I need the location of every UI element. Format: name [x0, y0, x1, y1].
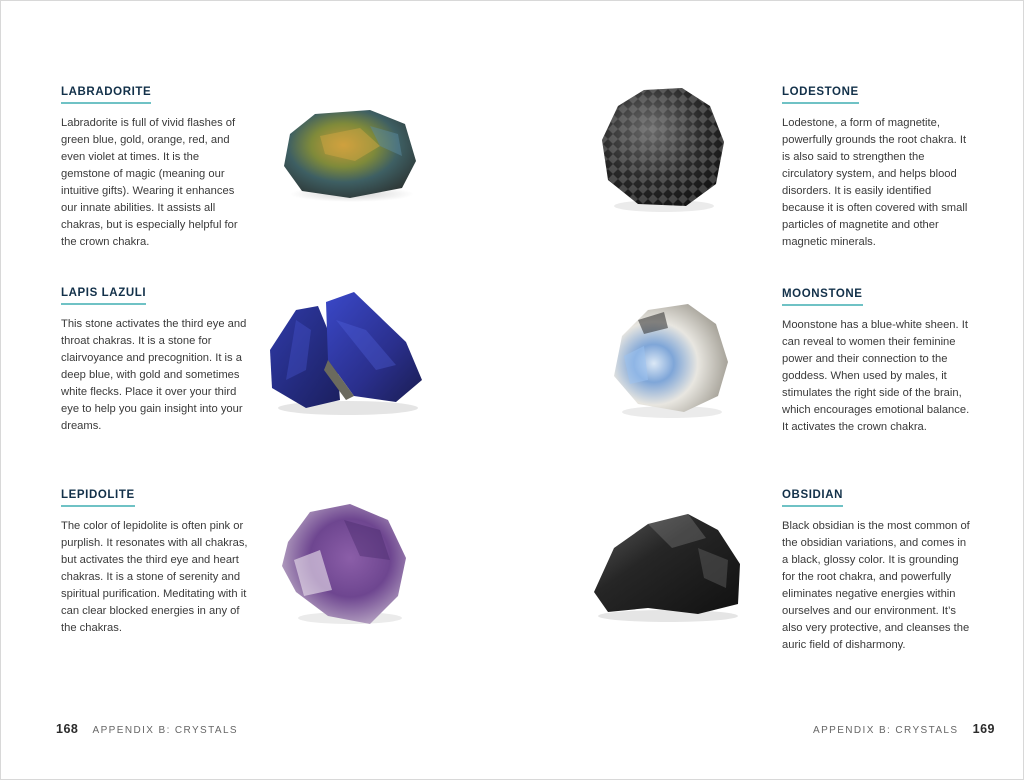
page-number: 169 [972, 722, 995, 736]
entry-text: The color of lepidolite is often pink or purplish. It resonates with all chakras, but activates the third eye and heart chakras. It is a stone of serenity and spiritual purification. Meditating with it can clear blocked energies in any of the chakras. [61, 520, 248, 634]
entry-lepidolite [61, 485, 251, 637]
entry-lodestone [782, 82, 972, 251]
lepidolite-stone-photo [280, 500, 412, 630]
left-page-footer [56, 722, 238, 736]
entry-text: Lodestone, a form of magnetite, powerfully grounds the root chakra. It is also said to strengthen the circulatory system, and helps blood disorders. It is easily identified because it is often covered with small particles of magnetite and other magnetic minerals. [782, 117, 968, 248]
entry-title: LODESTONE [782, 86, 859, 104]
entry-title: LEPIDOLITE [61, 489, 135, 507]
entry-title: LAPIS LAZULI [61, 287, 146, 305]
labradorite-stone-photo [280, 106, 420, 206]
page-number: 168 [56, 722, 79, 736]
entry-obsidian [782, 485, 972, 654]
entry-text: This stone activates the third eye and throat chakras. It is a stone for clairvoyance and precognition. It is a deep blue, with gold and sometimes white flecks. Place it over your third eye to help you gain insight into your dreams. [61, 318, 247, 432]
entry-title: OBSIDIAN [782, 489, 843, 507]
obsidian-stone-photo [588, 508, 748, 624]
entry-lapis-lazuli [61, 283, 251, 435]
entry-text: Moonstone has a blue-white sheen. It can reveal to women their feminine power and their connection to the goddess. When used by males, it stimulates the right side of the brain, which encourages emotional balance. It activates the crown chakra. [782, 319, 970, 433]
entry-text: Black obsidian is the most common of the obsidian variations, and comes in a black, glossy color. It is grounding for the root chakra, and powerfully eliminates negative energies within ourselves and our environment. It’s also very protective, and cleanses the auric field of disharmony. [782, 520, 970, 651]
lapis-lazuli-stone-photo [266, 290, 426, 420]
running-head: APPENDIX B: CRYSTALS [813, 725, 959, 736]
right-page-footer [813, 722, 995, 736]
entry-title: LABRADORITE [61, 86, 151, 104]
entry-text: Labradorite is full of vivid flashes of green blue, gold, orange, red, and even violet at times. It is the gemstone of magic (meaning our intuitive gifts). Wearing it enhances our innate abilities. It assists all chakras, but is especially helpful for the crown chakra. [61, 117, 238, 248]
entry-labradorite [61, 82, 251, 251]
entry-moonstone [782, 284, 972, 436]
lodestone-stone-photo [598, 84, 728, 214]
running-head: APPENDIX B: CRYSTALS [92, 725, 238, 736]
entry-title: MOONSTONE [782, 288, 863, 306]
moonstone-stone-photo [608, 300, 732, 420]
